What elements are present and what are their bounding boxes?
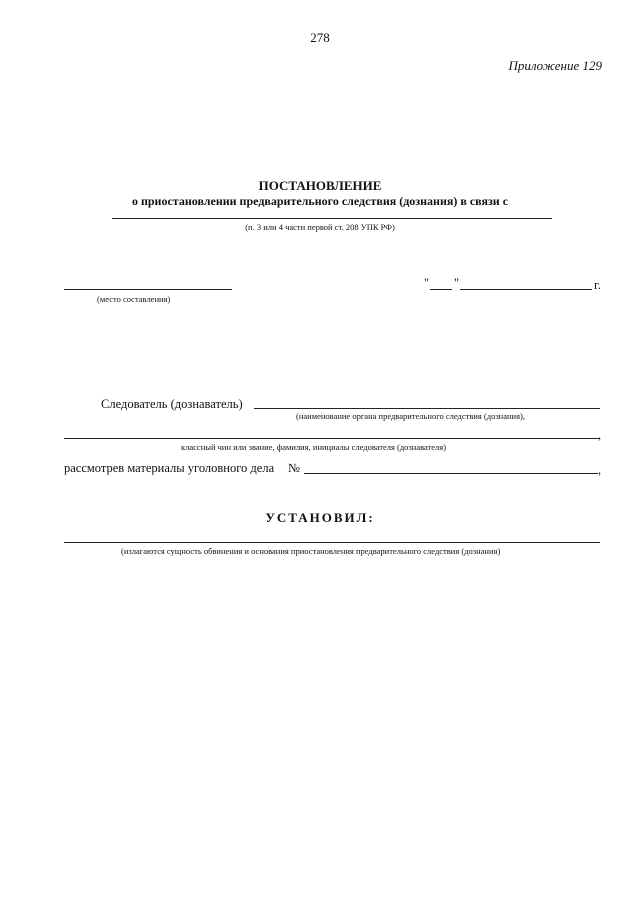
rank-caption: классный чин или звание, фамилия, инициалы следователя (дознавателя) (181, 442, 447, 452)
date-quote-close: " (454, 276, 460, 290)
essence-caption: (излагаются сущность обвинения и основания приостановления предварительного следствия (дознания) (121, 546, 501, 556)
investigator-line (254, 408, 600, 409)
page-number: 278 (310, 30, 330, 45)
case-label: рассмотрев материалы уголовного дела (64, 461, 275, 475)
case-number-line (304, 473, 598, 474)
date-day-line (430, 289, 452, 290)
investigator-label: Следователь (дознаватель) (101, 397, 243, 411)
document-title: ПОСТАНОВЛЕНИЕ (258, 178, 382, 193)
essence-line (64, 542, 600, 543)
place-line (64, 289, 232, 290)
date-quote-open: " (424, 276, 430, 290)
place-caption: (место составления) (97, 294, 171, 304)
rank-line-comma: , (598, 428, 602, 442)
investigator-caption: (наименование органа предварительного следствия (дознания), (296, 411, 525, 421)
document-subtitle: о приостановлении предварительного следствия (дознания) в связи с (131, 194, 509, 208)
case-number-sign: № (288, 461, 300, 475)
date-month-year-line (460, 289, 592, 290)
case-line-comma: , (598, 463, 602, 477)
rank-line (64, 438, 600, 439)
appendix-label: Приложение 129 (508, 58, 602, 73)
basis-line (112, 218, 552, 219)
established-heading: УСТАНОВИЛ: (265, 510, 375, 525)
date-year-suffix: г. (594, 278, 601, 292)
basis-caption: (п. 3 или 4 части первой ст. 208 УПК РФ) (245, 222, 395, 232)
